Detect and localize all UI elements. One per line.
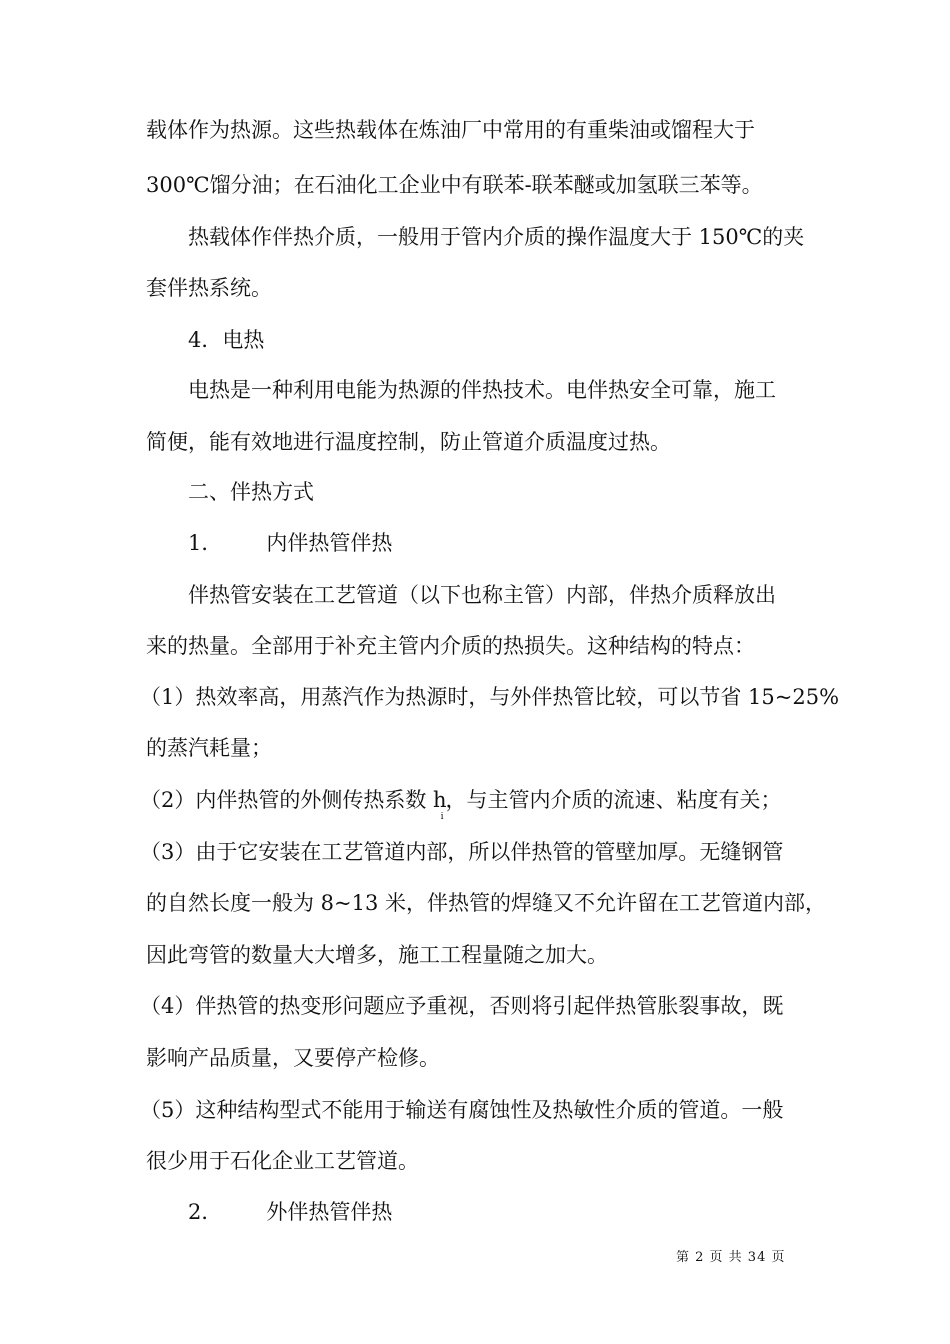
text-run: （2）内伴热管的外侧传热系数 h [140, 788, 447, 812]
text-line: 简便，能有效地进行温度控制，防止管道介质温度过热。 [146, 430, 671, 454]
list-item-line: 的自然长度一般为 8~13 米，伴热管的焊缝又不允许留在工艺管道内部， [146, 891, 827, 915]
heading-number: 2． [188, 1200, 223, 1224]
list-item-line: （4）伴热管的热变形问题应予重视，否则将引起伴热管胀裂事故，既 [140, 994, 784, 1018]
page-footer: 第 2 页 共 34 页 [676, 1250, 786, 1265]
text-line: 热载体作伴热介质，一般用于管内介质的操作温度大于 150℃的夹 [188, 225, 805, 249]
text-line: 套伴热系统。 [146, 276, 272, 300]
subsection-heading [188, 528, 868, 558]
heading-text: 外伴热管伴热 [266, 1200, 393, 1224]
section-heading: 4．电热 [188, 328, 265, 352]
text-line: 300℃馏分油；在石油化工企业中有联苯-联苯醚或加氢联三苯等。 [146, 173, 763, 197]
list-item-line: （1）热效率高，用蒸汽作为热源时，与外伴热管比较，可以节省 15~25% [140, 685, 840, 709]
list-item-line: 因此弯管的数量大大增多，施工工程量随之加大。 [146, 943, 608, 967]
list-item-line: 影响产品质量，又要停产检修。 [146, 1046, 440, 1070]
subsection-heading [188, 1197, 868, 1227]
text-line: 来的热量。全部用于补充主管内介质的热损失。这种结构的特点： [146, 634, 755, 658]
text-run: ，与主管内介质的流速、粘度有关； [445, 788, 782, 812]
list-item-line: （5）这种结构型式不能用于输送有腐蚀性及热敏性介质的管道。一般 [140, 1098, 784, 1122]
list-item-line: 的蒸汽耗量； [146, 736, 272, 760]
section-heading: 二、伴热方式 [188, 480, 314, 504]
list-item-line: 很少用于石化企业工艺管道。 [146, 1149, 419, 1173]
list-item-line: （3）由于它安装在工艺管道内部，所以伴热管的管壁加厚。无缝钢管 [140, 840, 784, 864]
text-line: 载体作为热源。这些热载体在炼油厂中常用的有重柴油或馏程大于 [146, 118, 755, 142]
list-item-line [140, 785, 820, 832]
heading-number: 1． [188, 531, 223, 555]
subscript: i [440, 812, 444, 822]
heading-text: 内伴热管伴热 [266, 531, 393, 555]
text-line: 电热是一种利用电能为热源的伴热技术。电伴热安全可靠，施工 [188, 378, 776, 402]
text-line: 伴热管安装在工艺管道（以下也称主管）内部，伴热介质释放出 [188, 583, 776, 607]
